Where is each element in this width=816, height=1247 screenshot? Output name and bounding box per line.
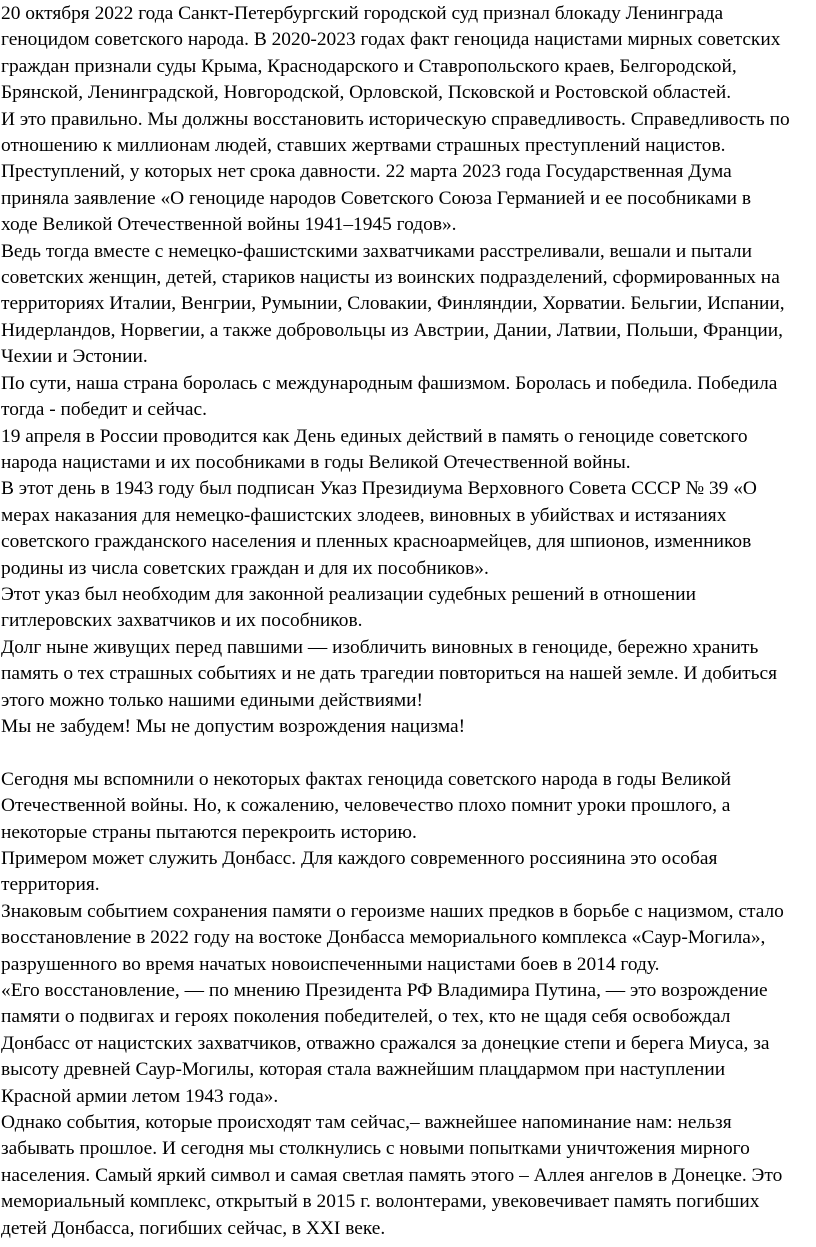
paragraph-foreign-units: Ведь тогда вместе с немецко-фашистскими захватчиками расстреливали, вешали и пытали советских женщин, детей, стариков нацисты из воинских подразделений, сформированных на территориях Италии, Венгрии, Румынии, Словакии, Финляндии, Хорватии. Бельгии, Испании, Нидерландов, Норвегии, а также добровольцы из Австрии, Дании, Латвии, Польши, Франции, Чехии и Эстонии. bbox=[1, 240, 785, 368]
paragraph-fight-fascism: По сути, наша страна боролась с международным фашизмом. Боролась и победила. Победила тогда - победит и сейчас. bbox=[1, 372, 778, 421]
paragraph-putin-quote: «Его восстановление, — по мнению Президента РФ Владимира Путина, — это возрождение памяти о подвигах и героях поколения победителей, о тех, кто не щадя себя освобождал Донбасс от нацистских захватчиков, отважно сражался за донецкие степи и берега Миуса, за высоту древней Саур-Могилы, которая стала важнейшим плацдармом при наступлении Красной армии летом 1943 года». bbox=[1, 980, 770, 1107]
paragraph-historical-justice: И это правильно. Мы должны восстановить историческую справедливость. Справедливость по отношению к миллионам людей, ставших жертвами страшных преступлений нацистов. Преступлений, у которых нет срока давности. 22 марта 2023 года Государственная Дума приняла заявление «О геноциде народов Советского Союза Германией и ее пособниками в ходе Великой Отечественной войны 1941–1945 годов». bbox=[1, 108, 790, 236]
paragraph-decree-1943: В этот день в 1943 году был подписан Указ Президиума Верховного Совета СССР № 39 «О мерах наказания для немецко-фашистских злодеев, виновных в убийствах и истязаниях советского гражданского населения и пленных красноармейцев, для шпионов, изменников родины из числа советских граждан и для их пособников». bbox=[1, 478, 757, 579]
paragraph-decree-purpose: Этот указ был необходим для законной реализации судебных решений в отношении гитлеровских захватчиков и их пособников. bbox=[1, 583, 696, 632]
paragraph-we-will-not-forget: Мы не забудем! Мы не допустим возрождения нацизма! bbox=[1, 715, 466, 737]
paragraph-duty: Долг ныне живущих перед павшими — изобличить виновных в геноциде, бережно хранить память о тех страшных событиях и не дать трагедии повториться на нашей земле. И добиться этого можно только нашими едиными действиями! bbox=[1, 636, 777, 711]
paragraph-saur-mogila: Знаковым событием сохранения памяти о героизме наших предков в борьбе с нацизмом, стало восстановление в 2022 году на востоке Донбасса мемориального комплекса «Саур-Могила», разрушенного во время начатых новоиспеченными нацистами боев в 2014 году. bbox=[1, 900, 784, 975]
paragraph-april-19: 19 апреля в России проводится как День единых действий в память о геноциде советского народа нацистами и их пособниками в годы Великой Отечественной войны. bbox=[1, 425, 748, 473]
blank-line bbox=[1, 740, 816, 766]
paragraph-donbass: Примером может служить Донбасс. Для каждого современного россиянина это особая территория. bbox=[1, 847, 718, 896]
paragraph-blockade-genocide: 20 октября 2022 года Санкт-Петербургский городской суд признал блокаду Ленинграда геноцидом советского народа. В 2020-2023 годах факт геноцида нацистами мирных советских граждан признали суды Крыма, Краснодарского и Ставропольского краев, Белгородской, Брянской, Ленинградской, Новгородской, Орловской, Псковской и Ростовской областей. bbox=[1, 3, 781, 104]
paragraph-alley-of-angels: Однако события, которые происходят там сейчас,– важнейшее напоминание нам: нельзя забывать прошлое. И сегодня мы столкнулись с новыми попытками уничтожения мирного населения. Самый яркий символ и самая светлая память этого – Аллея ангелов в Донецке. Это мемориальный комплекс, открытый в 2015 г. волонтерами, увековечивает память погибших детей Донбасса, погибших сейчас, в XXI веке. bbox=[1, 1112, 783, 1239]
paragraph-today-we-remembered: Сегодня мы вспомнили о некоторых фактах геноцида советского народа в годы Великой Отечественной войны. Но, к сожалению, человечество плохо помнит уроки прошлого, а некоторые страны пытаются перекроить историю. bbox=[1, 768, 732, 843]
